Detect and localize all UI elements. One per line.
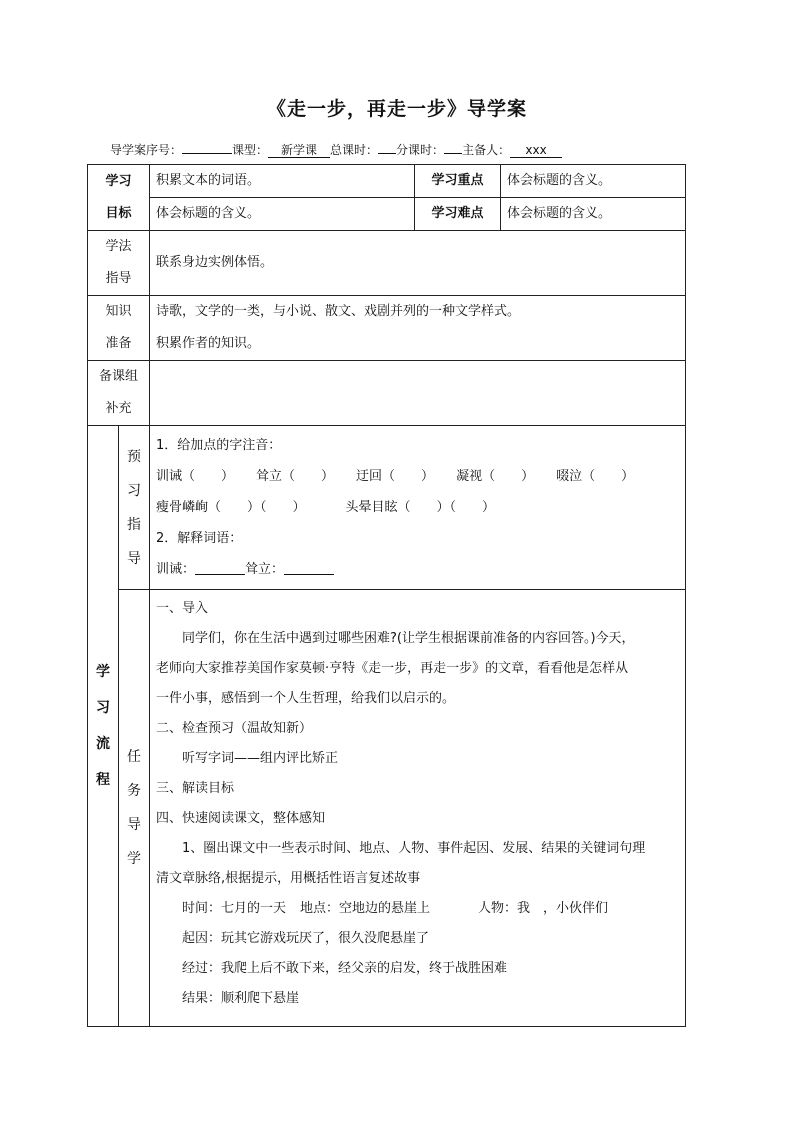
- difficulty-label: 学习难点: [415, 198, 501, 231]
- key-value: 体会标题的含义。: [501, 165, 686, 198]
- supplement-content: [150, 361, 686, 426]
- reading-line-2: 清文章脉络,根据提示，用概括性语言复述故事: [156, 871, 421, 886]
- knowledge-content: [150, 296, 686, 361]
- difficulty-value: 体会标题的含义。: [501, 198, 686, 231]
- page-title: 《走一步，再走一步》导学案: [266, 98, 527, 120]
- story-process: 经过：我爬上后不敢下来，经父亲的启发，终于战胜困难: [182, 961, 508, 976]
- pinyin-row-1: 训诫（ ） 耸立（ ） 迂回（ ） 凝视（ ） 啜泣（ ）: [156, 469, 635, 484]
- intro-line-3: 一件小事，感悟到一个人生哲理，给我们以启示的。: [156, 691, 456, 706]
- goal-item-1: 积累文本的词语。: [150, 165, 415, 198]
- preview-q1: 1．给加点的字注音：: [156, 438, 282, 453]
- story-result: 结果：顺利爬下悬崖: [182, 991, 300, 1006]
- meta-line: [110, 141, 562, 158]
- pinyin-row-2: 瘦骨嶙峋（ ）（ ） 头晕目眩（ ）（ ）: [156, 500, 496, 515]
- section-goals: 三、解读目标: [156, 781, 235, 796]
- process-label: 学 习 流 程: [88, 426, 119, 1027]
- author-label: 主备人：: [462, 143, 511, 157]
- total-value: [378, 153, 396, 154]
- author-value: xxx: [510, 143, 562, 158]
- key-label: 学习重点: [415, 165, 501, 198]
- preview-label: 预 习 指 导: [119, 426, 150, 590]
- supplement-label: 备课组 补充: [88, 361, 150, 426]
- method-content: 联系身边实例体悟。: [150, 231, 686, 296]
- intro-line-2: 老师向大家推荐美国作家莫顿·亨特《走一步，再走一步》的文章，看看他是怎样从: [156, 661, 629, 676]
- section-preview-check: 二、检查预习（温故知新）: [156, 721, 313, 736]
- section-reading: 四、快速阅读课文，整体感知: [156, 811, 326, 826]
- story-cause: 起因：玩其它游戏玩厌了，很久没爬悬崖了: [182, 931, 430, 946]
- goal-item-2: 体会标题的含义。: [150, 198, 415, 231]
- preview-check-text: 听写字词——组内评比矫正: [182, 751, 339, 766]
- type-label: 课型：: [232, 143, 269, 157]
- story-setting-row: 时间：七月的一天 地点：空地边的悬崖上 人物：我 ，小伙伴们: [182, 901, 609, 916]
- knowledge-line-2: 积累作者的知识。: [156, 336, 261, 351]
- period-label: 分课时：: [396, 143, 445, 157]
- total-label: 总课时：: [330, 143, 379, 157]
- word-explain-row: 训诫： 耸立：: [156, 554, 679, 585]
- task-label: 任 务 导 学: [119, 590, 150, 1027]
- task-content: [150, 590, 686, 1027]
- goals-label: 学习 目标: [88, 165, 150, 231]
- type-value: 新学课: [268, 143, 330, 158]
- period-value: [444, 153, 462, 154]
- reading-line-1: 1、圈出课文中一些表示时间、地点、人物、事件起因、发展、结果的关键词句理: [182, 841, 646, 856]
- knowledge-label: 知识 准备: [88, 296, 150, 361]
- method-label: 学法 指导: [88, 231, 150, 296]
- intro-line-1: 同学们，你在生活中遇到过哪些困难?(让学生根据课前准备的内容回答。)今天，: [182, 631, 635, 646]
- serial-label: 导学案序号：: [110, 143, 183, 157]
- preview-q2: 2．解释词语：: [156, 531, 243, 546]
- knowledge-line-1: 诗歌，文学的一类，与小说、散文、戏剧并列的一种文学样式。: [156, 304, 521, 319]
- section-intro: 一、导入: [156, 601, 209, 616]
- lesson-table: [87, 164, 686, 1027]
- serial-value: [182, 153, 232, 154]
- preview-content: [150, 426, 686, 590]
